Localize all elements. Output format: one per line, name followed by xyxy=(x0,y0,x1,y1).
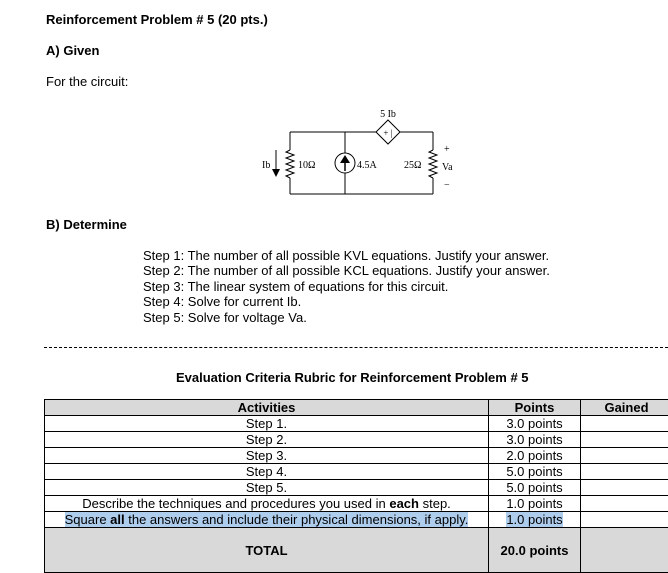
minus-sign: − xyxy=(444,180,450,191)
step-item: Step 1: The number of all possible KVL equations. Justify your answer. xyxy=(143,248,550,263)
source-label: 4.5A xyxy=(357,160,378,171)
page-title: Reinforcement Problem # 5 (20 pts.) xyxy=(46,12,268,27)
points-header: Points xyxy=(489,400,581,416)
gained-header: Gained xyxy=(581,400,668,416)
table-row xyxy=(45,464,668,480)
table-row xyxy=(45,496,668,512)
dashed-divider xyxy=(44,347,668,348)
dep-source-sign: + | xyxy=(383,128,392,138)
total-gained-cell xyxy=(581,528,668,573)
activity-cell: Step 1. xyxy=(45,416,489,432)
step-item: Step 2: The number of all possible KCL equations. Justify your answer. xyxy=(143,263,550,278)
table-row xyxy=(45,480,668,496)
activity-cell: Square all the answers and include their physical dimensions, if apply. xyxy=(45,512,489,528)
ib-label: Ib xyxy=(262,160,270,171)
r1-label: 10Ω xyxy=(298,160,315,171)
resistor-10-ohm xyxy=(286,150,294,178)
activity-cell: Step 5. xyxy=(45,480,489,496)
activities-header: Activities xyxy=(45,400,489,416)
gained-cell xyxy=(581,464,668,480)
circuit-intro: For the circuit: xyxy=(46,74,128,89)
points-cell: 3.0 points xyxy=(489,432,581,448)
points-cell: 5.0 points xyxy=(489,480,581,496)
r2-label: 25Ω xyxy=(404,160,421,171)
table-row xyxy=(45,448,668,464)
total-label: TOTAL xyxy=(45,528,489,573)
dep-source-label: 5 Ib xyxy=(380,109,396,120)
total-points: 20.0 points xyxy=(489,528,581,573)
activity-cell: Step 3. xyxy=(45,448,489,464)
gained-cell xyxy=(581,480,668,496)
points-cell: 3.0 points xyxy=(489,416,581,432)
table-row xyxy=(45,512,668,528)
gained-cell xyxy=(581,448,668,464)
table-row xyxy=(45,416,668,432)
activity-cell: Step 4. xyxy=(45,464,489,480)
section-a-heading: A) Given xyxy=(46,43,99,58)
step-item: Step 4: Solve for current Ib. xyxy=(143,294,550,309)
activity-cell: Step 2. xyxy=(45,432,489,448)
points-cell: 2.0 points xyxy=(489,448,581,464)
activity-cell: Describe the techniques and procedures you used in each step. xyxy=(45,496,489,512)
plus-sign: + xyxy=(444,144,450,155)
gained-cell xyxy=(581,432,668,448)
section-b-heading: B) Determine xyxy=(46,217,127,232)
gained-cell xyxy=(581,512,668,528)
va-label: Va xyxy=(442,162,453,173)
points-cell: 1.0 points xyxy=(489,496,581,512)
rubric-table xyxy=(44,399,668,573)
resistor-25-ohm xyxy=(429,150,437,178)
step-item: Step 5: Solve for voltage Va. xyxy=(143,310,550,325)
gained-cell xyxy=(581,496,668,512)
steps-list xyxy=(143,248,550,325)
table-row xyxy=(45,432,668,448)
step-item: Step 3: The linear system of equations for this circuit. xyxy=(143,279,550,294)
rubric-title: Evaluation Criteria Rubric for Reinforcement Problem # 5 xyxy=(176,370,529,385)
gained-cell xyxy=(581,416,668,432)
circuit-diagram xyxy=(240,100,480,200)
points-cell: 1.0 points xyxy=(489,512,581,528)
table-header-row xyxy=(45,400,668,416)
total-row xyxy=(45,528,668,573)
points-cell: 5.0 points xyxy=(489,464,581,480)
